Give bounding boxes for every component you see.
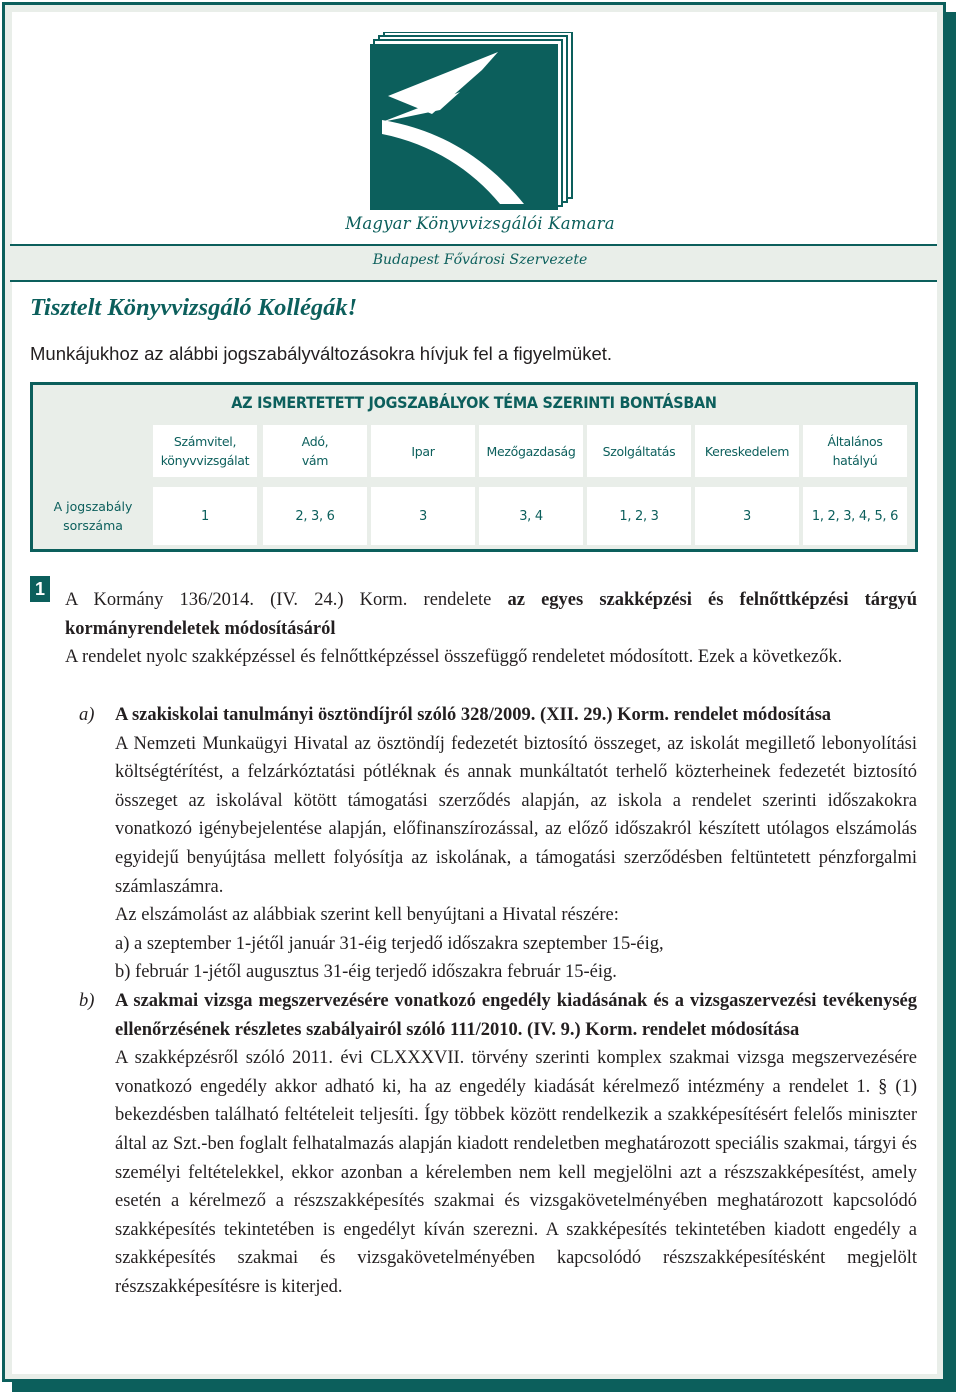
cell-value: 3, 4 [479, 487, 583, 545]
section-heading [65, 586, 917, 643]
item-b-marker: b) [79, 991, 95, 1011]
org-subtitle: Budapest Fővárosi Szervezete [372, 252, 588, 268]
org-name: Magyar Könyvvizsgálói Kamara [345, 214, 615, 233]
col-head-services: Szolgáltatás [587, 425, 691, 477]
item-a-text: A Nemzeti Munkaügyi Hivatal az ösztöndíj fedezetét biztosító összeget, az iskolát megillető lebonyolítási költségtérítést, a felzárkóztatási pótléknak és annak munkáltatót terhelő közterheinek fedezetét biztosító összeget az iskolával kötött támogatási szerződés alapján, az iskola a rendelet szerinti időszakokra vonatkozó igénybejelentése alapján, előfinanszírozással, az előző időszakról készített utólagos elszámolás egyidejű benyújtása mellett folyósítja az iskolának, a támogatási szerződésben feltüntetett pénzforgalmi számlaszámra. [115, 733, 917, 897]
section-number-badge: 1 [30, 576, 50, 602]
cell-value: 1, 2, 3 [587, 487, 691, 545]
item-a-heading: A szakiskolai tanulmányi ösztöndíjról szóló 328/2009. (XII. 29.) Korm. rendelet módosítása [115, 705, 832, 725]
col-head-commerce: Kereskedelem [695, 425, 799, 477]
cell-value: 2, 3, 6 [263, 487, 367, 545]
col-head-accounting: Számvitel, könyvvizsgálat [153, 425, 257, 477]
section-intro-bold: az egyes szakképzési és felnőttképzési tárgyú kormányrendeletek módosításáról [65, 590, 918, 639]
cell-value: 3 [695, 487, 799, 545]
cell-value: 3 [371, 487, 475, 545]
mkvk-k-logo-icon [370, 32, 575, 212]
item-b-heading: A szakmai vizsga megszervezésére vonatkozó engedély kiadásának és a vizsgaszervezési tevékenység ellenőrzésének részletes szabályairól szóló 111/2010. (IV. 9.) Korm. rendelet módosítása [115, 991, 917, 1040]
greeting: Tisztelt Könyvvizsgáló Kollégák! [30, 294, 358, 321]
section-intro [65, 586, 917, 672]
intro-text: Munkájukhoz az alábbi jogszabályváltozásokra hívjuk fel a figyelmüket. [30, 343, 613, 364]
row-label: A jogszabály sorszáma [53, 499, 133, 533]
col-head-tax: Adó, vám [263, 425, 367, 477]
topics-title: AZ ISMERTETETT JOGSZABÁLYOK TÉMA SZERINTI BONTÁSBAN [231, 393, 717, 412]
item-a-list-2: b) február 1-jétől augusztus 31-éig terjedő időszakra február 15-éig. [115, 962, 617, 983]
topics-table [30, 382, 918, 552]
section-summary: A rendelet nyolc szakképzéssel és felnőttképzéssel összefüggő rendeletet módosított. Ezek a következők. [65, 647, 843, 668]
item-a [115, 701, 917, 987]
col-head-agriculture: Mezőgazdaság [479, 425, 583, 477]
item-a-list-1: a) a szeptember 1-jétől január 31-éig terjedő időszakra szeptember 15-éig, [115, 933, 664, 954]
cell-value: 1 [153, 487, 257, 545]
col-head-industry: Ipar [371, 425, 475, 477]
section-intro-plain: A Kormány 136/2014. (IV. 24.) Korm. rendelete [65, 590, 508, 610]
item-a-text2: Az elszámolást az alábbiak szerint kell benyújtani a Hivatal részére: [115, 905, 619, 926]
col-head-general: Általános hatályú [803, 425, 907, 477]
item-a-marker: a) [79, 705, 95, 725]
cell-value: 1, 2, 3, 4, 5, 6 [803, 487, 907, 545]
item-b-text: A szakképzésről szóló 2011. évi CLXXXVII. törvény szerinti komplex szakmai vizsga megszervezésére vonatkozó engedély akkor adható ki, ha az engedély kiadását kérelmező intézmény a rendelet 1. § (1) bekezdésben található feltételeit teljesíti. Így többek között rendelkezik a szakképesítésért felelős miniszter által az Szt.-ben foglalt felhatalmazás alapján kiadott rendeletben meghatározott speciális szakmai, tárgyi és személyi feltételekkel, ekkor azonban a kérelemben nem kell megjelölni azt a részszakképesítést, amely esetén a kérelmező a részszakképesítés szakmai és vizsgakövetelményében meghatározott kapcsolódó szakképesítés tekintetében is engedélyt kíván szerezni. A szakképesítés tekintetében kiadott engedély a szakképesítés szakmai és vizsgakövetelményében kapcsolódó részszakképesítésként megjelölt részszakképesítésre is kiterjed. [115, 1048, 917, 1297]
item-b [115, 987, 917, 1302]
